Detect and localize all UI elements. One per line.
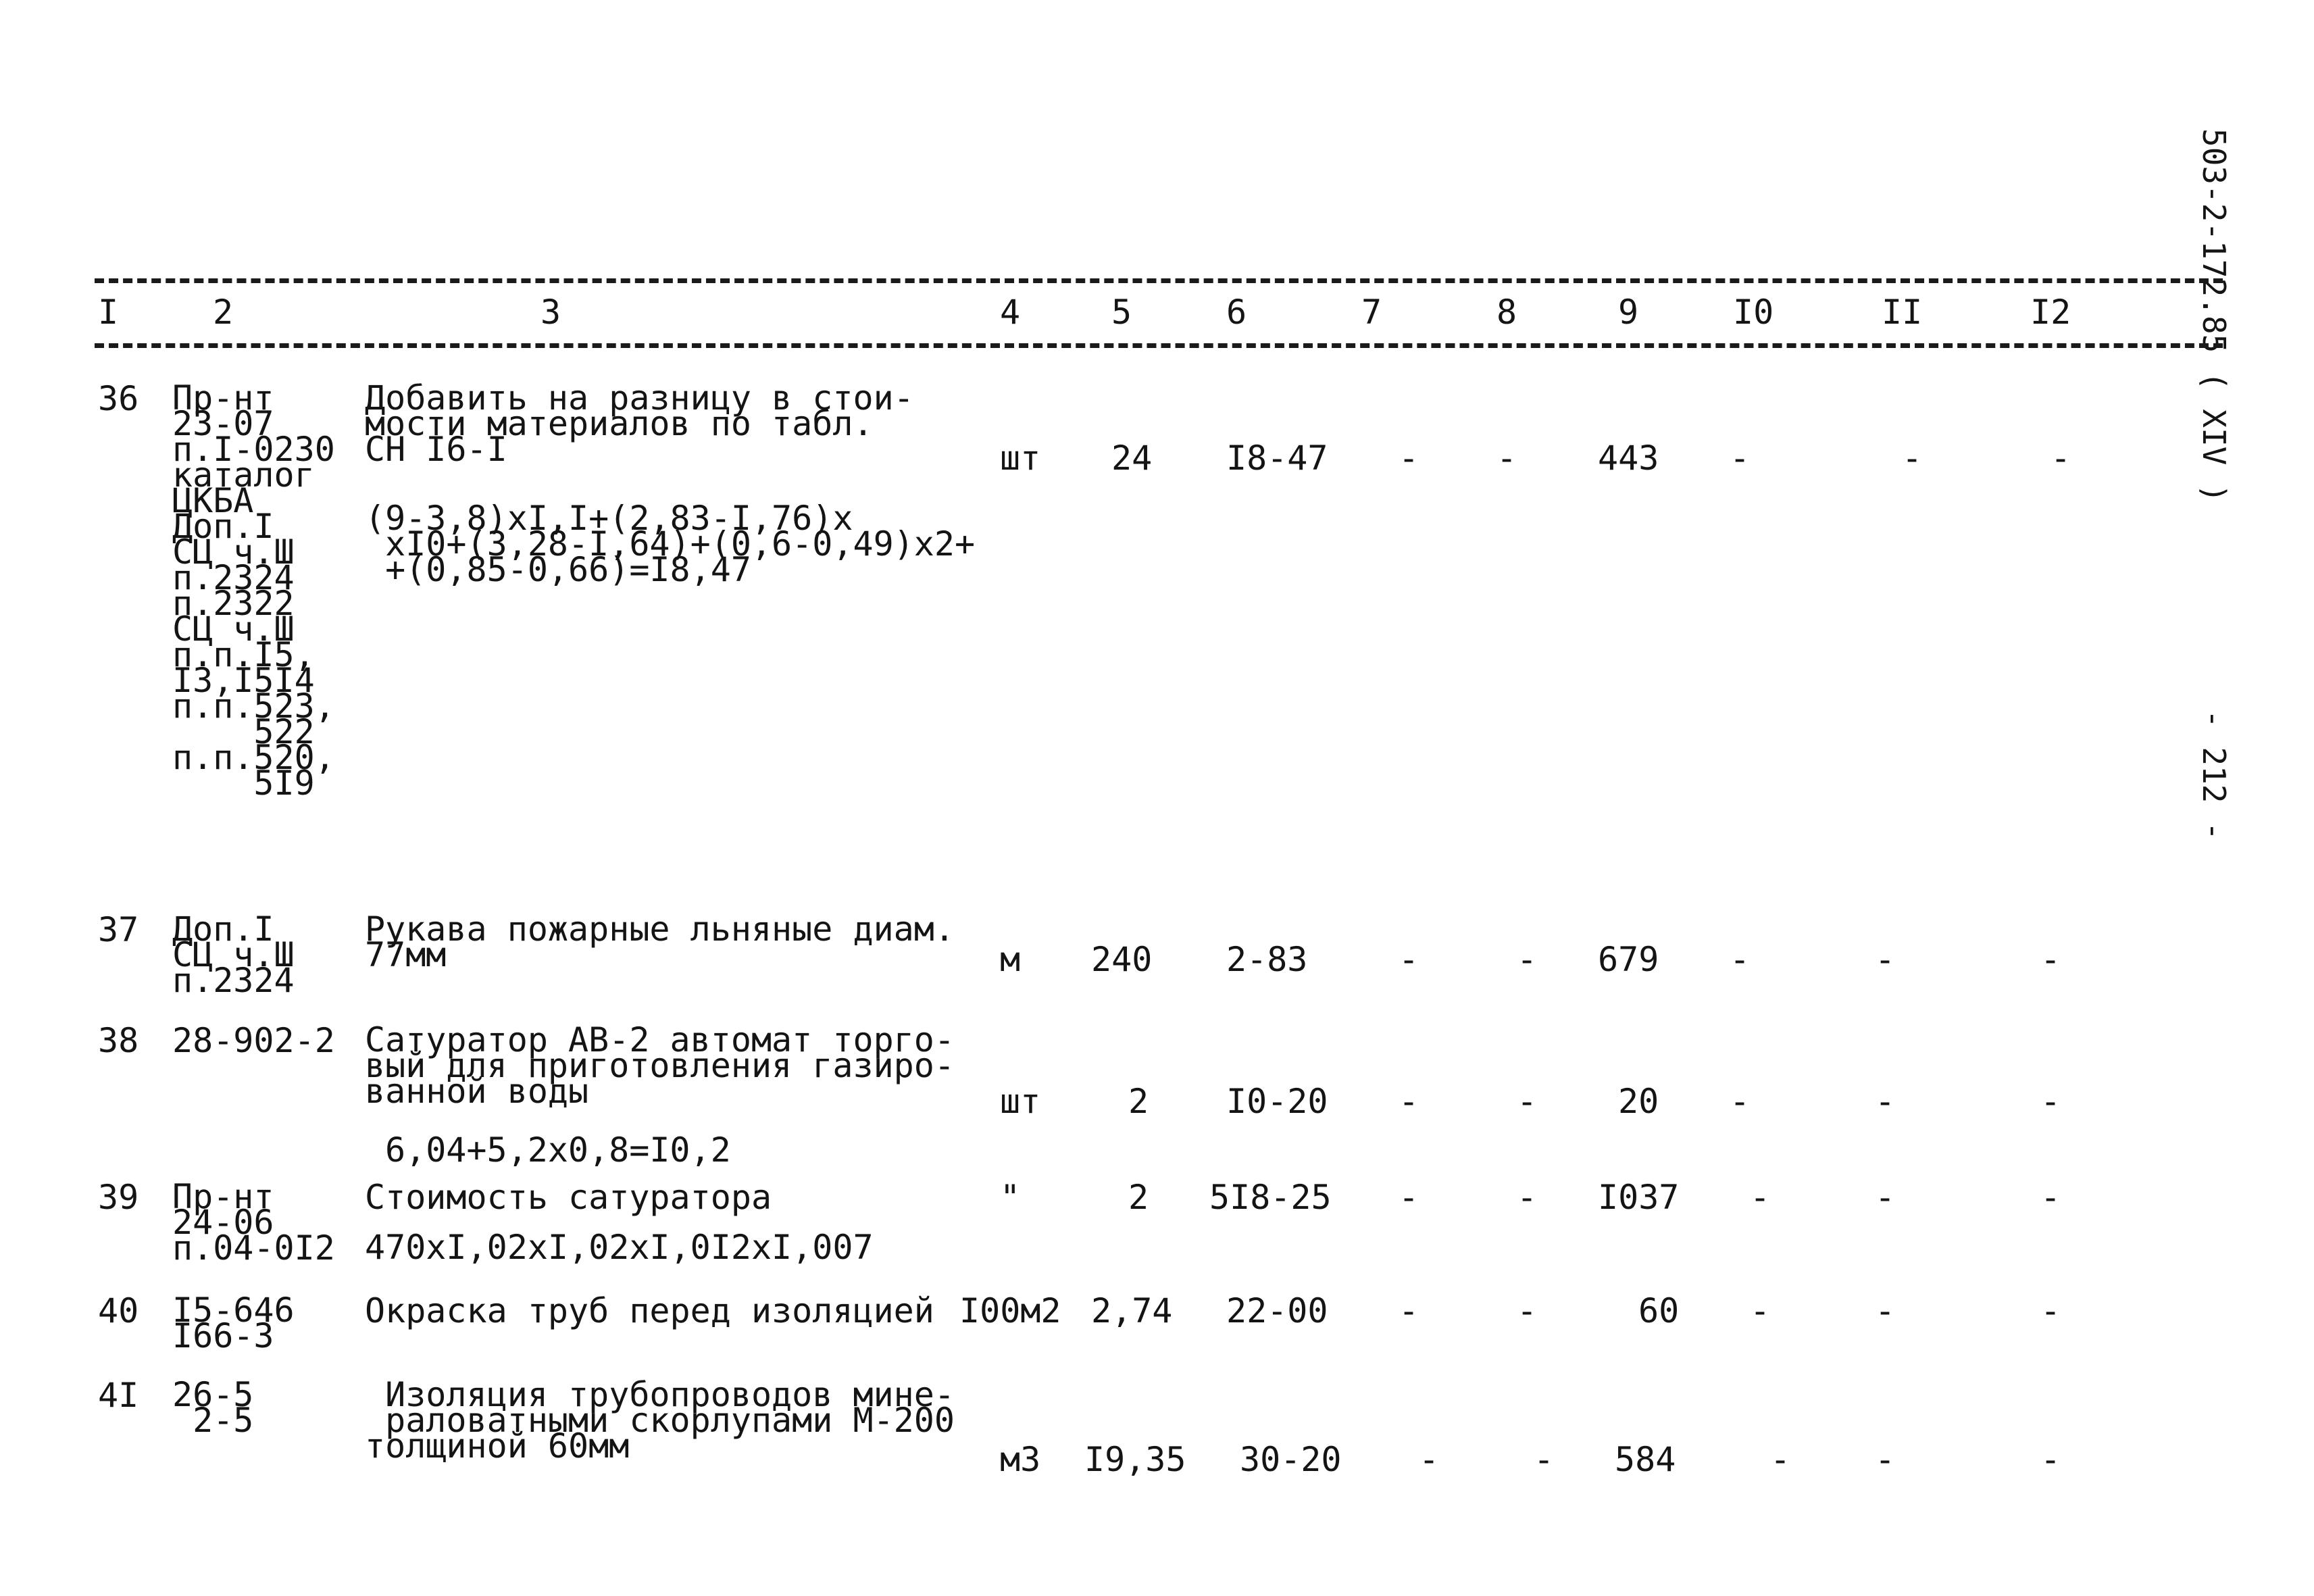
unit: I00м2	[959, 1291, 1061, 1330]
col7-value: -	[1399, 1082, 1419, 1121]
norm-reference: 28-902-2	[172, 1021, 335, 1060]
unit-price: I8-47	[1226, 439, 1328, 478]
row-number: 38	[98, 1021, 139, 1060]
work-description: Окраска труб перед изоляцией	[365, 1291, 934, 1330]
norm-reference: Пр-нт 24-06 п.04-0I2	[172, 1177, 335, 1268]
calculation: 470xI,02xI,02xI,0I2xI,007	[365, 1228, 874, 1267]
work-description: Добавить на разницу в стои- мости материалов по табл. СН I6-I	[365, 378, 914, 469]
col-header-10: I0	[1733, 293, 1774, 332]
row-number: 40	[98, 1291, 139, 1330]
col7-value: -	[1399, 1291, 1419, 1330]
col12-value: -	[2040, 940, 2061, 979]
work-description: Сатуратор АВ-2 автомат торго- вый для приготовления газиро- ванной воды	[365, 1020, 955, 1111]
col7-value: -	[1399, 1178, 1419, 1217]
row-number: 37	[98, 910, 139, 949]
unit-price: I0-20	[1226, 1082, 1328, 1121]
unit: шт	[1000, 439, 1041, 478]
col12-value: -	[2040, 1291, 2061, 1330]
col-header-3: 3	[540, 293, 561, 332]
total-cost: 679	[1598, 940, 1659, 979]
total-cost: 60	[1638, 1291, 1680, 1330]
col11-value: -	[1875, 1178, 1896, 1217]
col12-value: -	[2051, 439, 2071, 478]
col10-value: -	[1730, 1082, 1751, 1121]
col-header-11: II	[1882, 293, 1923, 332]
col-header-8: 8	[1496, 293, 1517, 332]
col7-value: -	[1399, 439, 1419, 478]
total-cost: 443	[1598, 439, 1659, 478]
unit: м3	[1000, 1440, 1041, 1479]
col-header-1: I	[98, 293, 119, 332]
norm-reference: I5-646 I66-3	[172, 1291, 295, 1355]
col8-value: -	[1517, 1178, 1538, 1217]
unit-price: 22-00	[1226, 1291, 1328, 1330]
norm-reference: 26-5 2-5	[172, 1375, 254, 1440]
col8-value: -	[1517, 1082, 1538, 1121]
col7-value: -	[1419, 1440, 1440, 1479]
col-header-6: 6	[1226, 293, 1247, 332]
unit-price: 5I8-25	[1209, 1178, 1332, 1217]
col8-value: -	[1517, 940, 1538, 979]
unit-price: 30-20	[1240, 1440, 1342, 1479]
col-header-9: 9	[1618, 293, 1639, 332]
total-cost: 20	[1618, 1082, 1659, 1121]
col7-value: -	[1399, 940, 1419, 979]
col-header-2: 2	[213, 293, 234, 332]
col8-value: -	[1496, 439, 1517, 478]
quantity: I9,35	[1084, 1440, 1186, 1479]
col-header-12: I2	[2030, 293, 2071, 332]
col11-value: -	[1875, 1291, 1896, 1330]
norm-reference: Пр-нт 23-07 п.I-0230 каталог ЦКБА Доп.I СЦ ч.Ш п.2324 п.2322 СЦ ч.Ш п.п.I5, I3,I5I4 п.п.523, 522 п.п.520, 5I9	[172, 378, 335, 803]
calculation: (9-3,8)xI,I+(2,83-I,76)x xI0+(3,28-I,64)+(0,6-0,49)x2+ +(0,85-0,66)=I8,47	[365, 499, 976, 589]
col12-value: -	[2040, 1178, 2061, 1217]
col8-value: -	[1534, 1440, 1555, 1479]
col-header-4: 4	[1000, 293, 1021, 332]
row-number: 4I	[98, 1376, 139, 1415]
total-cost: I037	[1598, 1178, 1680, 1217]
col10-value: -	[1750, 1291, 1771, 1330]
unit: шт	[1000, 1082, 1041, 1121]
row-number: 39	[98, 1178, 139, 1217]
header-top-rule	[95, 278, 2223, 283]
work-description: Рукава пожарные льняные диам. 77мм	[365, 909, 955, 974]
calculation: 6,04+5,2x0,8=I0,2	[385, 1130, 731, 1170]
col12-value: -	[2040, 1440, 2061, 1479]
total-cost: 584	[1615, 1440, 1676, 1479]
norm-reference: Доп.I СЦ ч.Ш п.2324	[172, 909, 295, 1000]
row-number: 36	[98, 379, 139, 418]
col11-value: -	[1902, 439, 1923, 478]
quantity: 2	[1128, 1082, 1149, 1121]
col12-value: -	[2040, 1082, 2061, 1121]
col11-value: -	[1875, 1440, 1896, 1479]
col10-value: -	[1770, 1440, 1791, 1479]
header-bottom-rule	[95, 343, 2223, 348]
col11-value: -	[1875, 1082, 1896, 1121]
col-header-7: 7	[1361, 293, 1382, 332]
col8-value: -	[1517, 1291, 1538, 1330]
col10-value: -	[1730, 439, 1751, 478]
quantity: 2,74	[1091, 1291, 1173, 1330]
unit-price: 2-83	[1226, 940, 1308, 979]
col-header-5: 5	[1111, 293, 1132, 332]
document-code: 503-2-172.85 ( XIV )	[2196, 128, 2232, 503]
page-number: - 212 -	[2196, 709, 2232, 841]
quantity: 2	[1128, 1178, 1149, 1217]
col10-value: -	[1730, 940, 1751, 979]
unit: "	[1000, 1178, 1021, 1217]
unit: м	[1000, 940, 1021, 979]
quantity: 24	[1111, 439, 1153, 478]
work-description: Изоляция трубопроводов мине- раловатными скорлупами М-200 толщиной 60мм	[365, 1375, 955, 1466]
quantity: 240	[1091, 940, 1153, 979]
work-description: Стоимость сатуратора	[365, 1178, 772, 1217]
col10-value: -	[1750, 1178, 1771, 1217]
col11-value: -	[1875, 940, 1896, 979]
